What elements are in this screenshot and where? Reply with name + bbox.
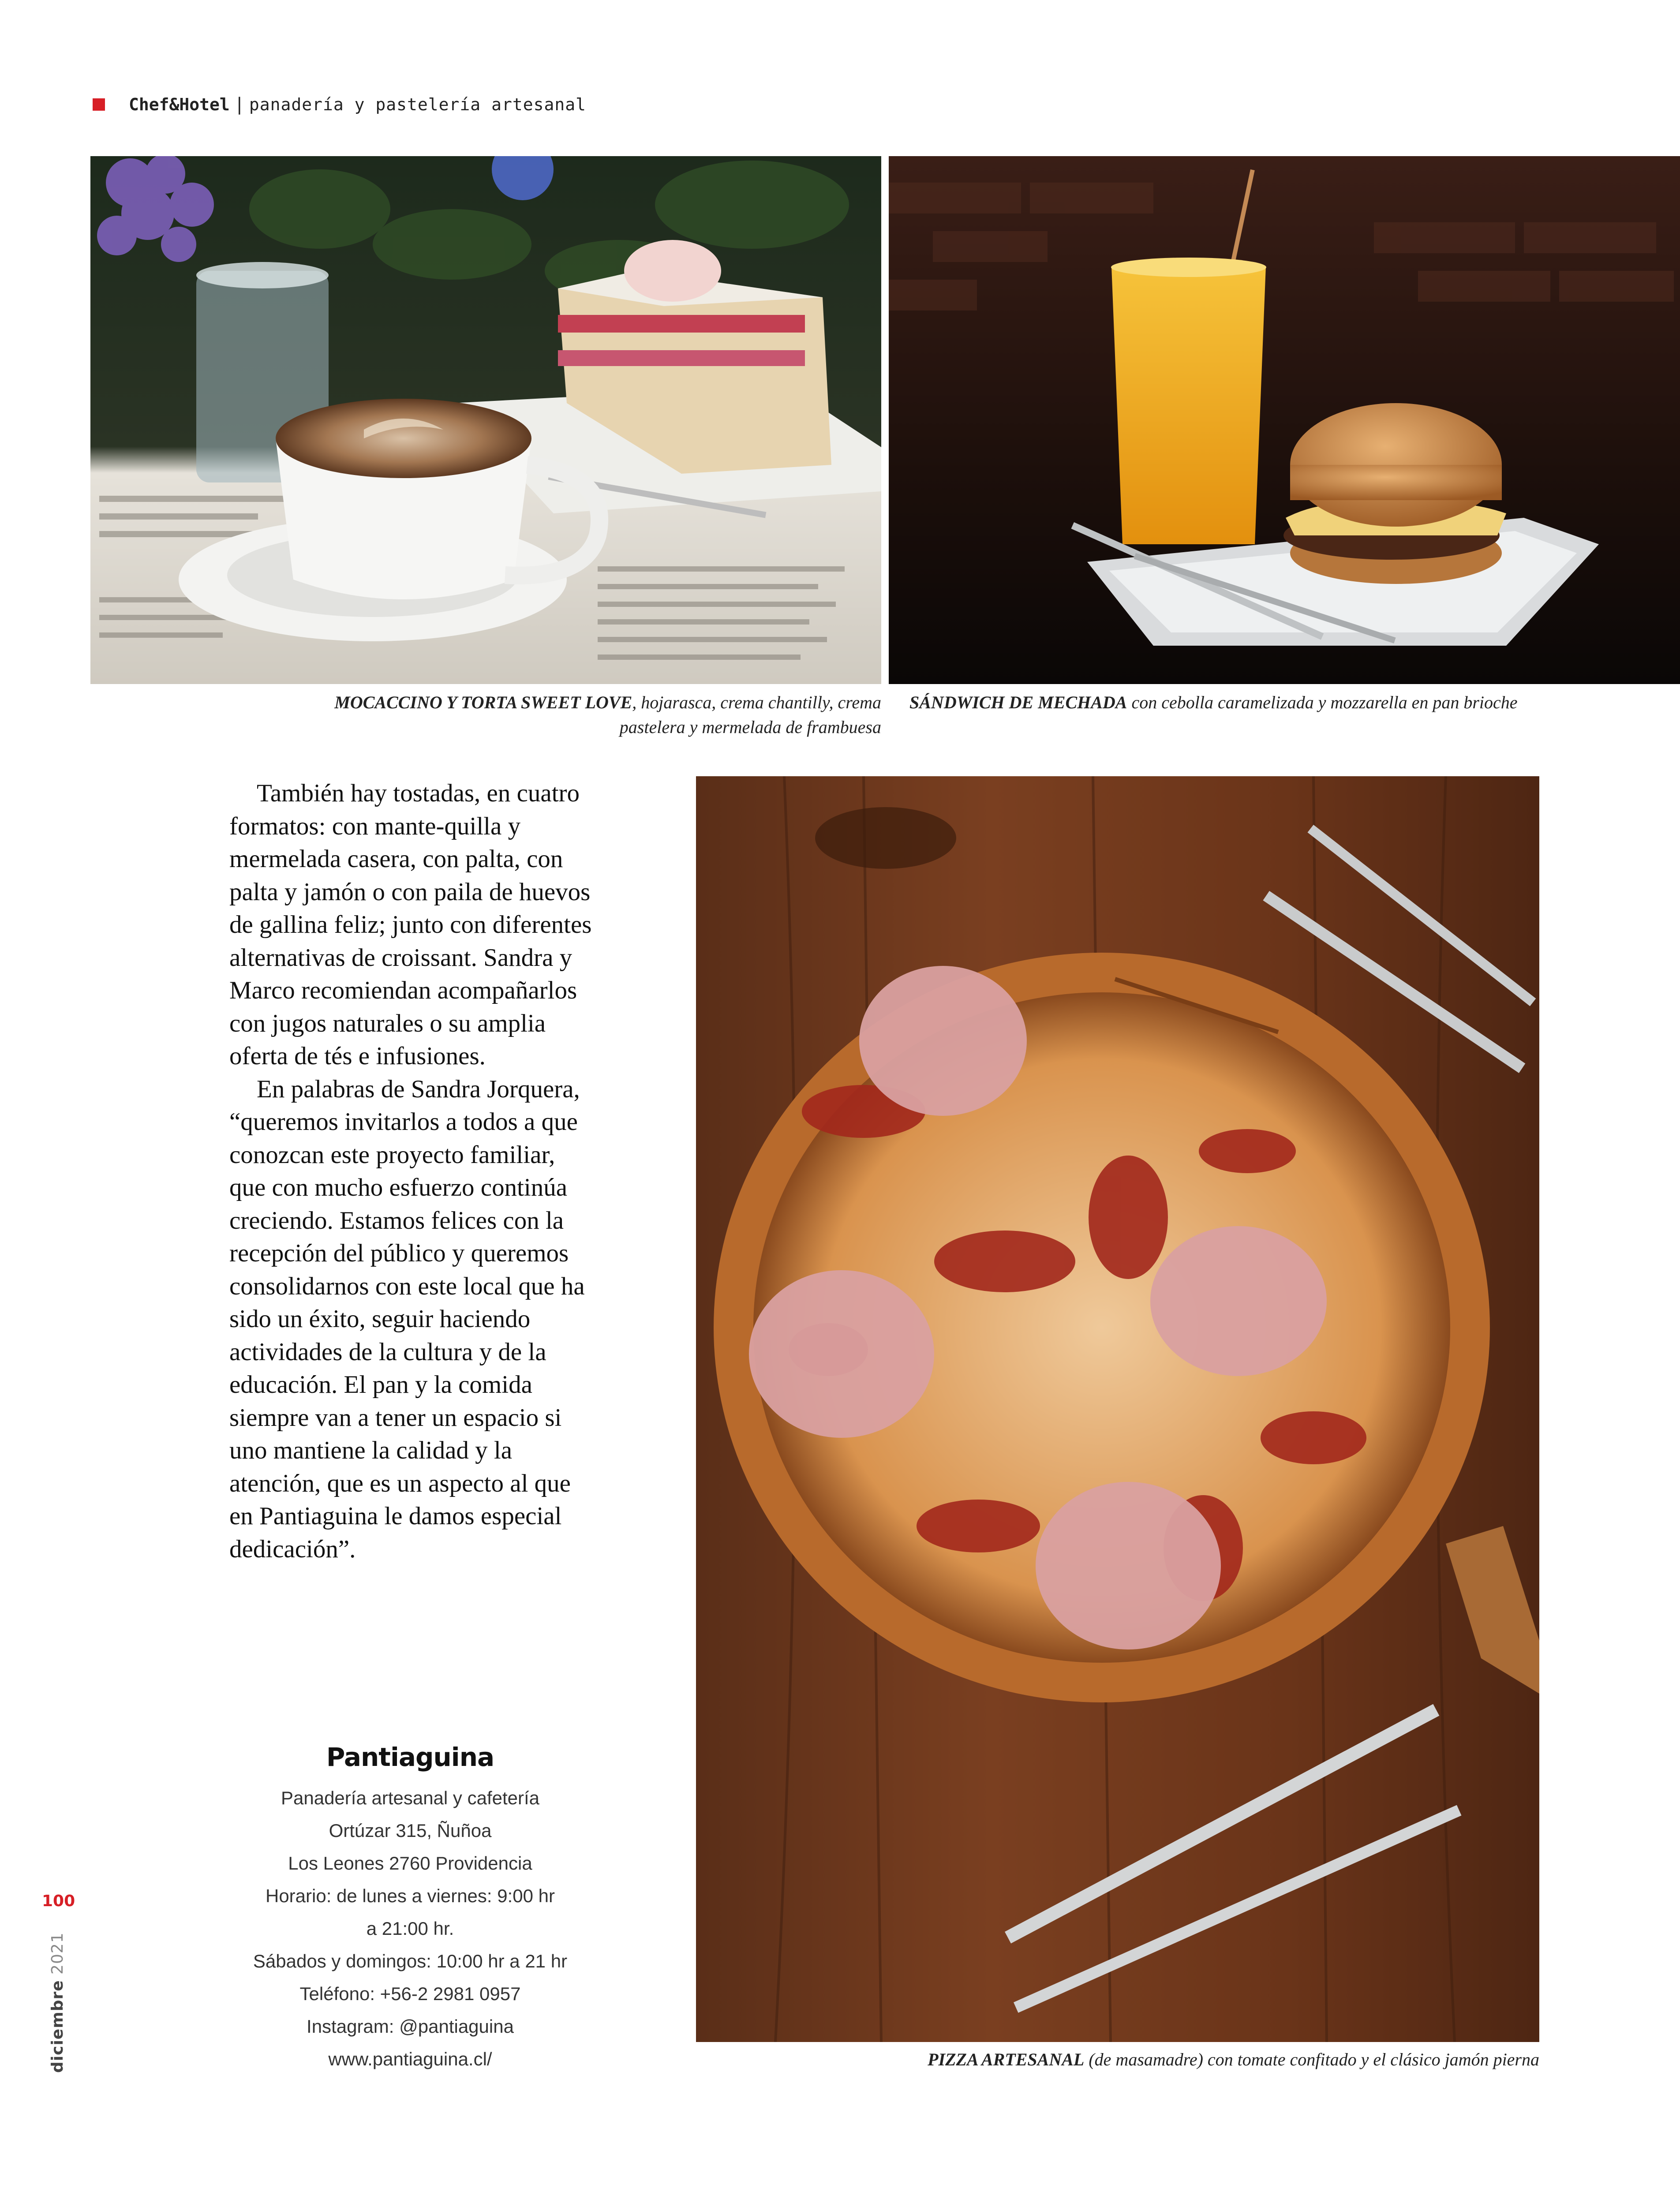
venue-hours-weekend: Sábados y domingos: 10:00 hr a 21 hr — [253, 1951, 568, 1971]
venue-instagram: Instagram: @pantiaguina — [307, 2016, 514, 2037]
caption-pizza-title: PIZZA ARTESANAL — [928, 2050, 1085, 2069]
venue-info-box — [229, 1742, 591, 2076]
caption-cake-text: , hojarasca, crema chantilly, crema pastelera y mermelada de frambuesa — [619, 692, 881, 737]
caption-sandwich-text: con cebolla caramelizada y mozzarella en pan brioche — [1127, 692, 1518, 712]
running-header — [93, 94, 586, 116]
header-separator: | — [234, 94, 245, 115]
venue-website: www.pantiaguina.cl/ — [328, 2049, 492, 2069]
caption-mocaccino-cake — [309, 690, 881, 740]
issue-date-vertical — [49, 1932, 67, 2073]
venue-name: Pantiaguina — [326, 1742, 494, 1772]
caption-sandwich — [909, 690, 1680, 715]
article-paragraph: En palabras de Sandra Jorquera, “queremos invitarlos a todos a que conozcan este proyecto familiar, que con mucho esfuerzo continúa creciendo. Estamos felices con la recepción del público y queremos consolidarnos con este local que ha sido un éxito, seguir haciendo actividades de la cultura y de la educación. El pan y la comida siempre van a tener un espacio si uno mantiene la calidad y la atención, que es un aspecto al que en Pantiaguina le damos especial dedicación”. — [229, 1075, 585, 1563]
magazine-brand: Chef&Hotel — [129, 95, 230, 114]
venue-type: Panadería artesanal y cafetería — [281, 1788, 540, 1808]
caption-pizza-text: (de masamadre) con tomate confitado y el clásico jamón pierna — [1084, 2050, 1539, 2069]
issue-month: diciembre — [49, 1980, 67, 2073]
issue-year: 2021 — [49, 1932, 67, 1975]
photo-mocaccino-cake — [90, 156, 881, 684]
caption-sandwich-title: SÁNDWICH DE MECHADA — [909, 692, 1127, 712]
section-title: panadería y pastelería artesanal — [249, 95, 586, 114]
photo-sandwich-mechada — [889, 156, 1680, 684]
caption-pizza — [794, 2047, 1539, 2072]
venue-hours-weekday: Horario: de lunes a viernes: 9:00 hr — [265, 1885, 555, 1906]
header-accent-square — [93, 98, 105, 111]
photo-pizza-artesanal — [696, 776, 1539, 2042]
article-body — [229, 777, 595, 1566]
venue-address-nunoa: Ortúzar 315, Ñuñoa — [329, 1820, 492, 1841]
venue-address-providencia: Los Leones 2760 Providencia — [288, 1853, 532, 1874]
venue-hours-weekday-end: a 21:00 hr. — [366, 1918, 454, 1939]
venue-phone: Teléfono: +56-2 2981 0957 — [299, 1983, 521, 2004]
caption-cake-title: MOCACCINO Y TORTA SWEET LOVE — [334, 692, 632, 712]
article-paragraph: También hay tostadas, en cuatro formatos: con mante-quilla y mermelada casera, con palta, con palta y jamón o con paila de huevos de gallina feliz; junto con diferentes alternativas de croissant. Sandra y Marco recomiendan acompañarlos con jugos naturales o su amplia oferta de tés e infusiones. — [229, 779, 592, 1070]
page-number: 100 — [42, 1892, 75, 1910]
